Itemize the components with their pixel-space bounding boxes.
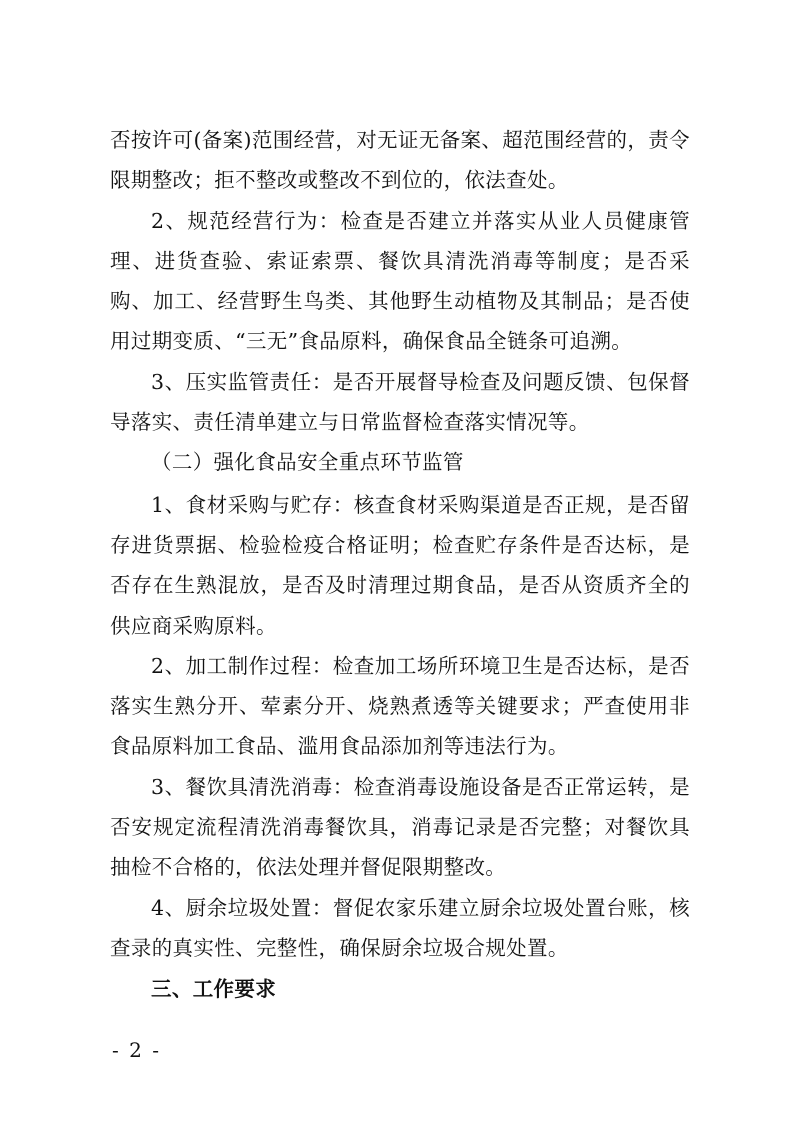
- paragraph-kitchen-waste: 4、厨余垃圾处置：督促农家乐建立厨余垃圾处置台账，核查录的真实性、完整性，确保厨余垃圾合规处置。: [110, 895, 690, 960]
- paragraph-purchase-storage: 1、食材采购与贮存：核查食材采购渠道是否正规，是否留存进货票据、检验检疫合格证明；检查贮存条件是否达标，是否存在生熟混放，是否及时清理过期食品，是否从资质齐全的供应商采购原料。: [110, 492, 690, 638]
- paragraph-standardize-operations: 2、规范经营行为：检查是否建立并落实从业人员健康管理、进货查验、索证索票、餐饮具清洗消毒等制度；是否采购、加工、经营野生鸟类、其他野生动植物及其制品；是否使用过期变质、“三无”食品原料，确保食品全链条可追溯。: [110, 208, 690, 354]
- document-body: [110, 120, 690, 1010]
- paragraph-tableware-disinfection: 3、餐饮具清洗消毒：检查消毒设施设备是否正常运转，是否安规定流程清洗消毒餐饮具，消毒记录是否完整；对餐饮具抽检不合格的，依法处理并督促限期整改。: [110, 774, 690, 880]
- paragraph-supervision-responsibility: 3、压实监管责任：是否开展督导检查及问题反馈、包保督导落实、责任清单建立与日常监督检查落实情况等。: [110, 369, 690, 435]
- subheading-key-links: （二）强化食品安全重点环节监管: [151, 450, 464, 475]
- paragraph-license-continuation: 否按许可(备案)范围经营，对无证无备案、超范围经营的，责令限期整改；拒不整改或整改不到位的，依法查处。: [110, 128, 690, 193]
- page-number: - 2 -: [112, 1038, 161, 1062]
- section-heading-work-requirements: 三、工作要求: [151, 977, 277, 1002]
- paragraph-processing: 2、加工制作过程：检查加工场所环境卫生是否达标，是否落实生熟分开、荤素分开、烧熟煮透等关键要求；严查使用非食品原料加工食品、滥用食品添加剂等违法行为。: [110, 653, 690, 759]
